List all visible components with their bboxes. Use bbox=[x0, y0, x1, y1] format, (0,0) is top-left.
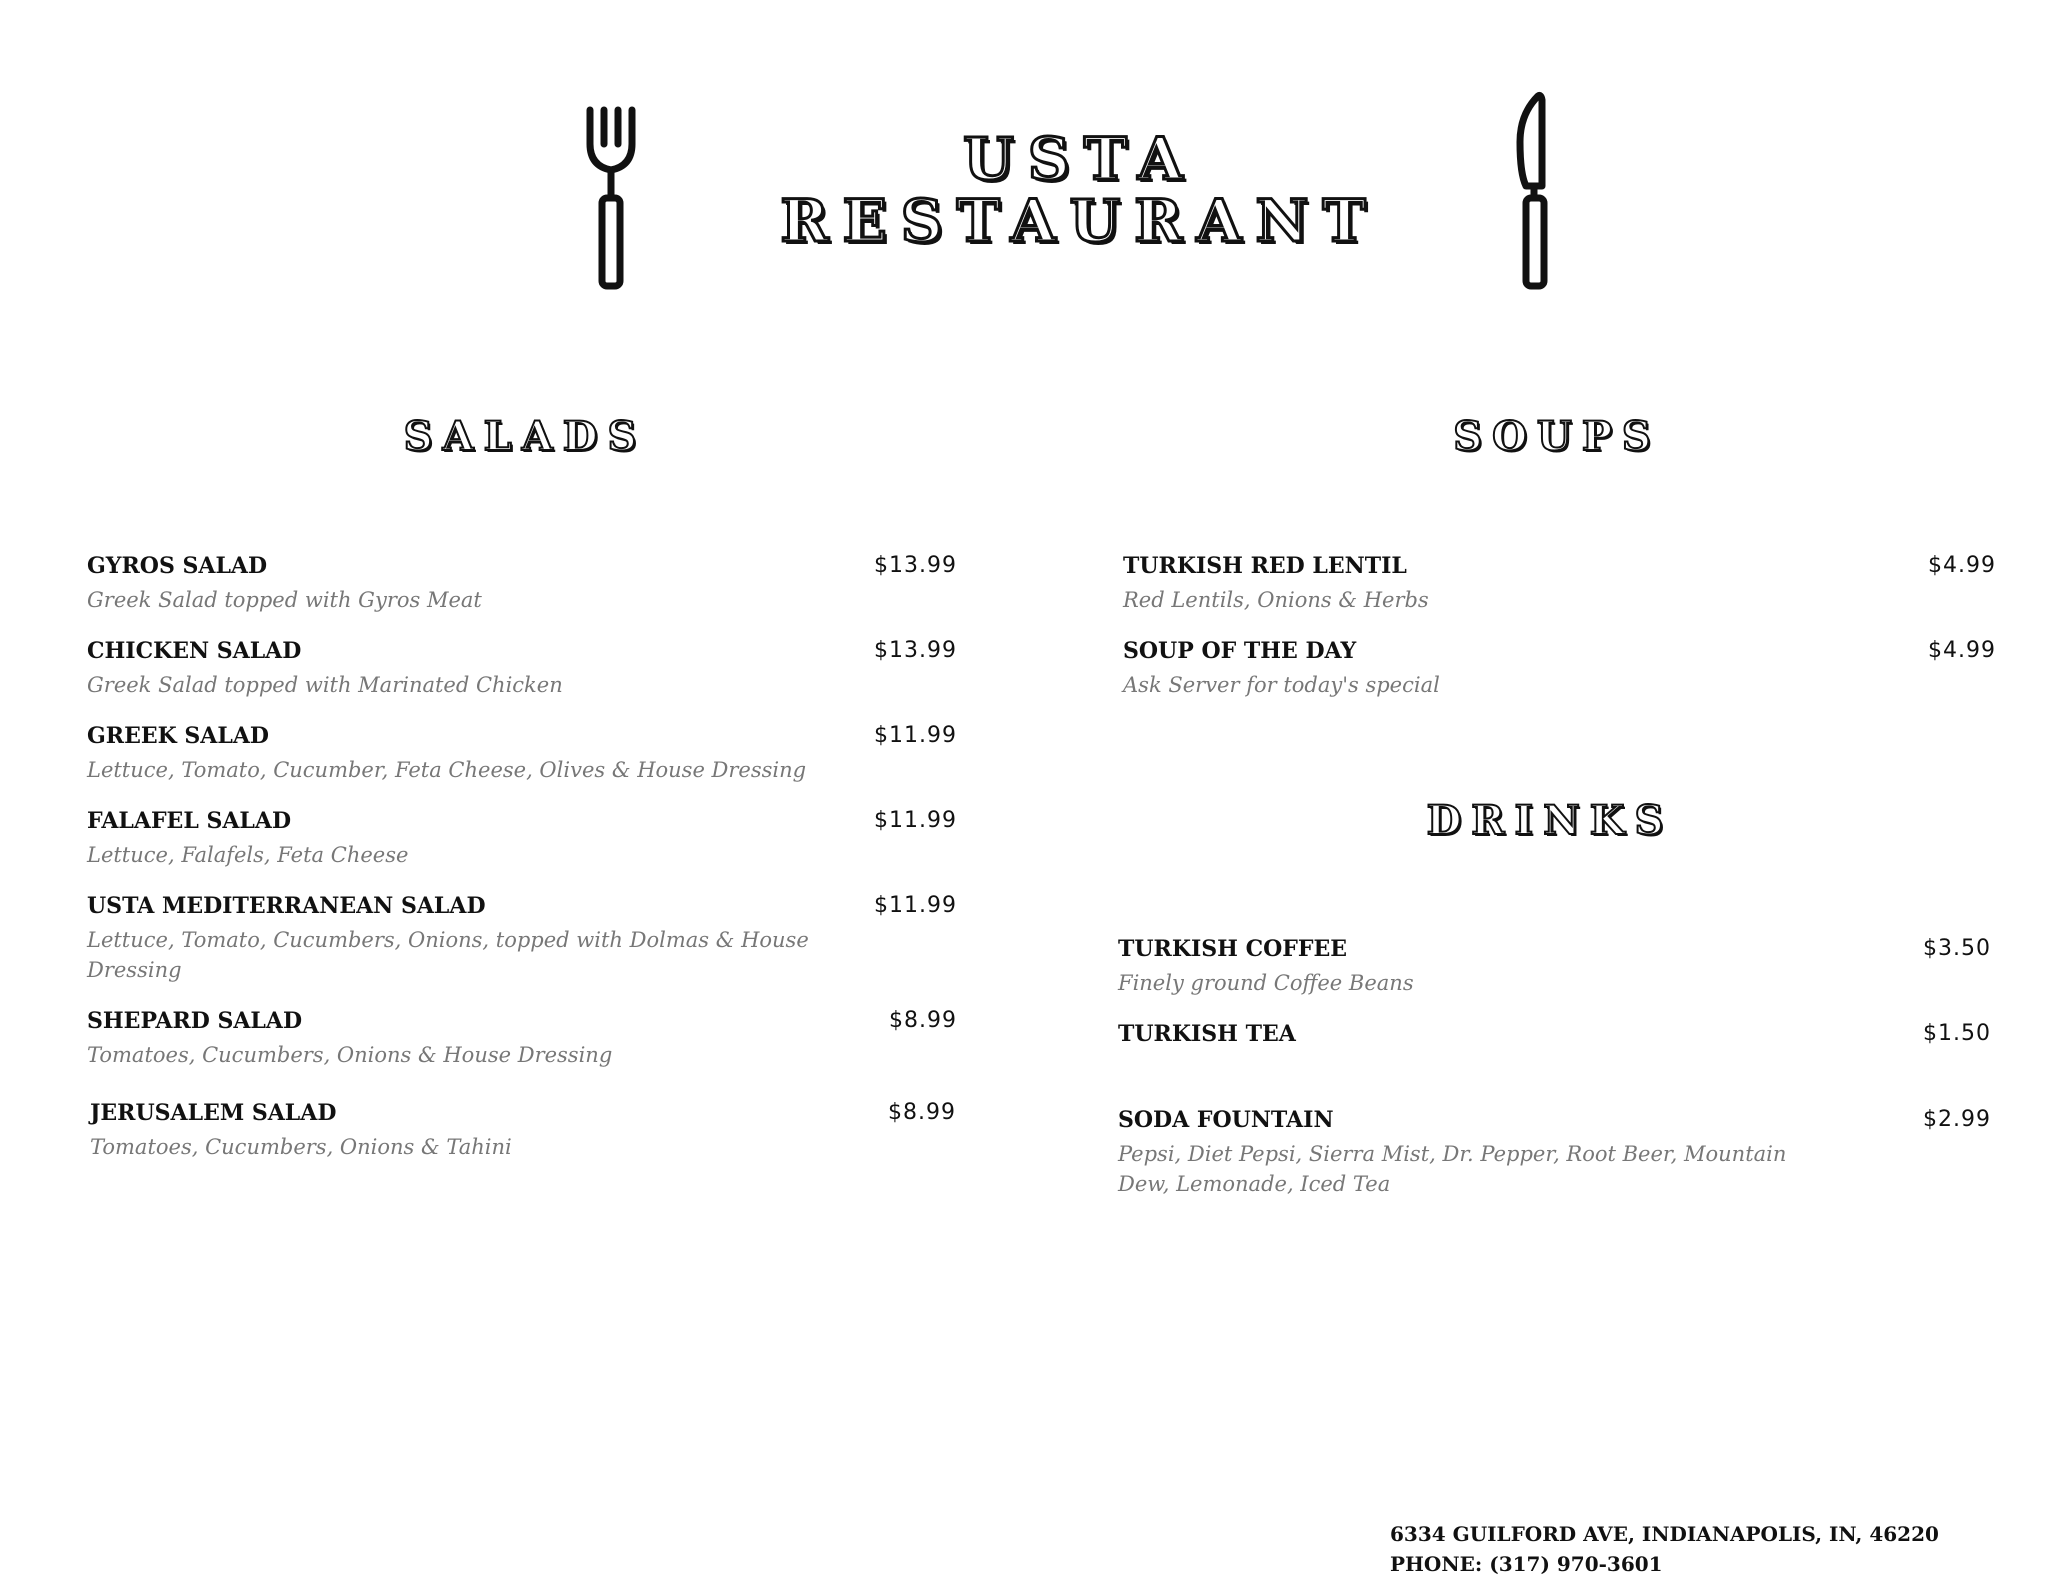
item-price: $11.99 bbox=[874, 893, 957, 918]
item-price: $8.99 bbox=[888, 1100, 956, 1125]
menu-item bbox=[87, 808, 957, 870]
item-price: $13.99 bbox=[874, 553, 957, 578]
menu-item bbox=[1123, 553, 1996, 615]
salads-heading: SALADS bbox=[403, 413, 647, 460]
menu-item bbox=[1123, 638, 1996, 700]
item-price: $1.50 bbox=[1923, 1021, 1991, 1046]
menu-item bbox=[1118, 1021, 1991, 1047]
item-name: TURKISH COFFEE bbox=[1118, 936, 1348, 962]
menu-item bbox=[1118, 936, 1991, 998]
item-description: Lettuce, Falafels, Feta Cheese bbox=[87, 843, 409, 867]
item-name: USTA MEDITERRANEAN SALAD bbox=[87, 893, 486, 919]
item-description: Ask Server for today's special bbox=[1123, 673, 1440, 697]
menu-item bbox=[87, 638, 957, 700]
item-description: Tomatoes, Cucumbers, Onions & House Dressing bbox=[87, 1043, 613, 1067]
menu-item bbox=[90, 1100, 956, 1162]
item-description: Greek Salad topped with Gyros Meat bbox=[87, 588, 482, 612]
soups-heading: SOUPS bbox=[1453, 413, 1661, 460]
drinks-heading: DRINKS bbox=[1426, 797, 1674, 844]
item-price: $2.99 bbox=[1923, 1107, 1991, 1132]
address-text: 6334 GUILFORD AVE, INDIANAPOLIS, IN, 46220 bbox=[1390, 1522, 1939, 1546]
item-name: CHICKEN SALAD bbox=[87, 638, 302, 664]
knife-icon bbox=[1512, 90, 1552, 290]
item-price: $11.99 bbox=[874, 723, 957, 748]
item-price: $8.99 bbox=[889, 1008, 957, 1033]
item-price: $4.99 bbox=[1928, 638, 1996, 663]
item-description: Pepsi, Diet Pepsi, Sierra Mist, Dr. Pepper, Root Beer, Mountain Dew, Lemonade, Iced Tea bbox=[1118, 1142, 1787, 1196]
item-name: GREEK SALAD bbox=[87, 723, 269, 749]
item-description: Finely ground Coffee Beans bbox=[1118, 971, 1414, 995]
item-price: $4.99 bbox=[1928, 553, 1996, 578]
item-description: Lettuce, Tomato, Cucumber, Feta Cheese, Olives & House Dressing bbox=[87, 758, 807, 782]
menu-item bbox=[87, 893, 957, 985]
fork-icon bbox=[584, 104, 638, 290]
item-name: SODA FOUNTAIN bbox=[1118, 1107, 1334, 1133]
menu-item bbox=[1118, 1107, 1991, 1199]
title-line-2: RESTAURANT bbox=[780, 187, 1380, 255]
item-name: TURKISH RED LENTIL bbox=[1123, 553, 1407, 579]
item-price: $13.99 bbox=[874, 638, 957, 663]
item-name: GYROS SALAD bbox=[87, 553, 268, 579]
item-description: Tomatoes, Cucumbers, Onions & Tahini bbox=[90, 1135, 512, 1159]
item-description: Greek Salad topped with Marinated Chicken bbox=[87, 673, 563, 697]
phone-text: PHONE: (317) 970-3601 bbox=[1390, 1552, 1663, 1576]
item-name: JERUSALEM SALAD bbox=[90, 1100, 337, 1126]
title-line-1: USTA bbox=[963, 125, 1197, 193]
item-name: FALAFEL SALAD bbox=[87, 808, 292, 834]
restaurant-title bbox=[700, 125, 1460, 255]
item-description: Red Lentils, Onions & Herbs bbox=[1123, 588, 1429, 612]
menu-item bbox=[87, 553, 957, 615]
item-name: SOUP OF THE DAY bbox=[1123, 638, 1357, 664]
contact-info bbox=[1390, 1519, 1939, 1579]
menu-item bbox=[87, 723, 957, 785]
item-name: SHEPARD SALAD bbox=[87, 1008, 303, 1034]
item-name: TURKISH TEA bbox=[1118, 1021, 1296, 1047]
item-price: $11.99 bbox=[874, 808, 957, 833]
item-price: $3.50 bbox=[1923, 936, 1991, 961]
menu-item bbox=[87, 1008, 957, 1070]
item-description: Lettuce, Tomato, Cucumbers, Onions, topped with Dolmas & House Dressing bbox=[87, 928, 809, 982]
